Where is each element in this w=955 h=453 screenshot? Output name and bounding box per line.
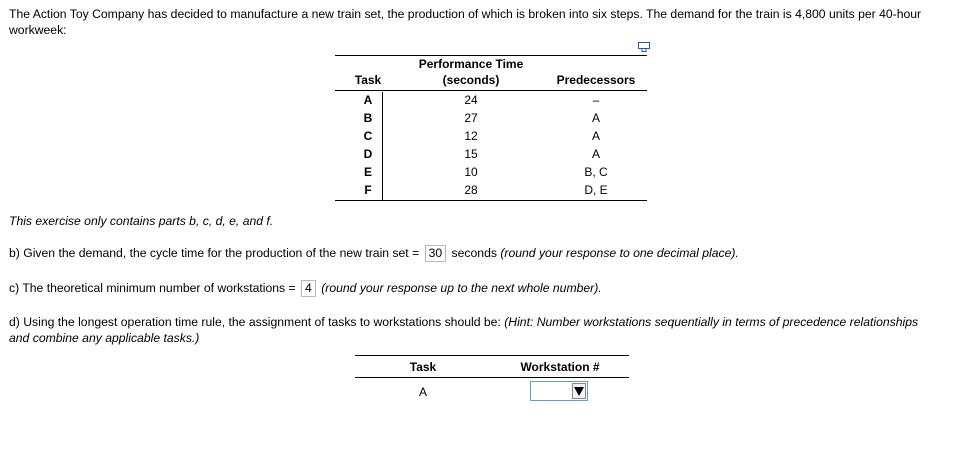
- copy-data-icon[interactable]: [638, 42, 650, 52]
- header-time-line2: (seconds): [442, 73, 500, 87]
- header-time-line1: Performance Time: [418, 57, 524, 71]
- workstations-answer[interactable]: 4: [301, 280, 316, 297]
- cycle-time-answer[interactable]: 30: [425, 245, 447, 262]
- header-rule: [335, 90, 647, 91]
- task-cell: F: [364, 183, 372, 197]
- part-b-prefix: b) Given the demand, the cycle time for the production of the new train set =: [9, 246, 420, 260]
- workstation-select[interactable]: [530, 381, 588, 401]
- part-d: [9, 314, 929, 346]
- task-cell: A: [363, 93, 373, 107]
- part-b: [9, 245, 739, 262]
- pred-cell: –: [592, 93, 600, 107]
- part-c-prefix: c) The theoretical minimum number of workstations =: [9, 281, 296, 295]
- time-cell: 28: [464, 183, 478, 197]
- dropdown-button[interactable]: [572, 383, 586, 399]
- task-cell: B: [363, 111, 373, 125]
- pred-cell: D, E: [584, 183, 608, 197]
- part-b-suffix: seconds: [451, 246, 497, 260]
- time-cell: 10: [464, 165, 478, 179]
- time-cell: 15: [464, 147, 478, 161]
- time-cell: 12: [464, 129, 478, 143]
- assignment-header-task: Task: [409, 360, 437, 374]
- header-predecessors: Predecessors: [556, 73, 636, 87]
- pred-cell: B, C: [584, 165, 608, 179]
- assignment-header-rule: [355, 377, 629, 378]
- task-cell: C: [363, 129, 373, 143]
- part-c-hint: (round your response up to the next whole number).: [321, 281, 602, 295]
- problem-intro: The Action Toy Company has decided to manufacture a new train set, the production of which is broken into six steps. The demand for the train is 4,800 units per 40-hour workweek:: [9, 7, 922, 37]
- assignment-task-cell: A: [418, 385, 427, 399]
- dropdown-arrow-icon: [574, 387, 584, 396]
- task-cell: E: [363, 165, 372, 179]
- exercise-note: This exercise only contains parts b, c, d, e, and f.: [9, 214, 274, 228]
- table-bottom-rule: [335, 200, 647, 201]
- pred-cell: A: [591, 111, 600, 125]
- pred-cell: A: [591, 147, 600, 161]
- assignment-top-rule: [355, 355, 629, 356]
- time-cell: 24: [464, 93, 478, 107]
- part-b-hint: (round your response to one decimal place).: [500, 246, 739, 260]
- part-d-text: d) Using the longest operation time rule, the assignment of tasks to workstations should be:: [9, 315, 501, 329]
- pred-cell: A: [591, 129, 600, 143]
- task-cell: D: [363, 147, 373, 161]
- header-task: Task: [354, 73, 382, 87]
- assignment-header-workstation: Workstation #: [520, 360, 600, 374]
- task-column-divider: [382, 92, 383, 201]
- part-d-hint: (Hint: Number workstations sequentially in terms of precedence relationships and combine any applicable tasks.): [9, 315, 919, 345]
- time-cell: 27: [464, 111, 478, 125]
- part-c: [9, 280, 602, 297]
